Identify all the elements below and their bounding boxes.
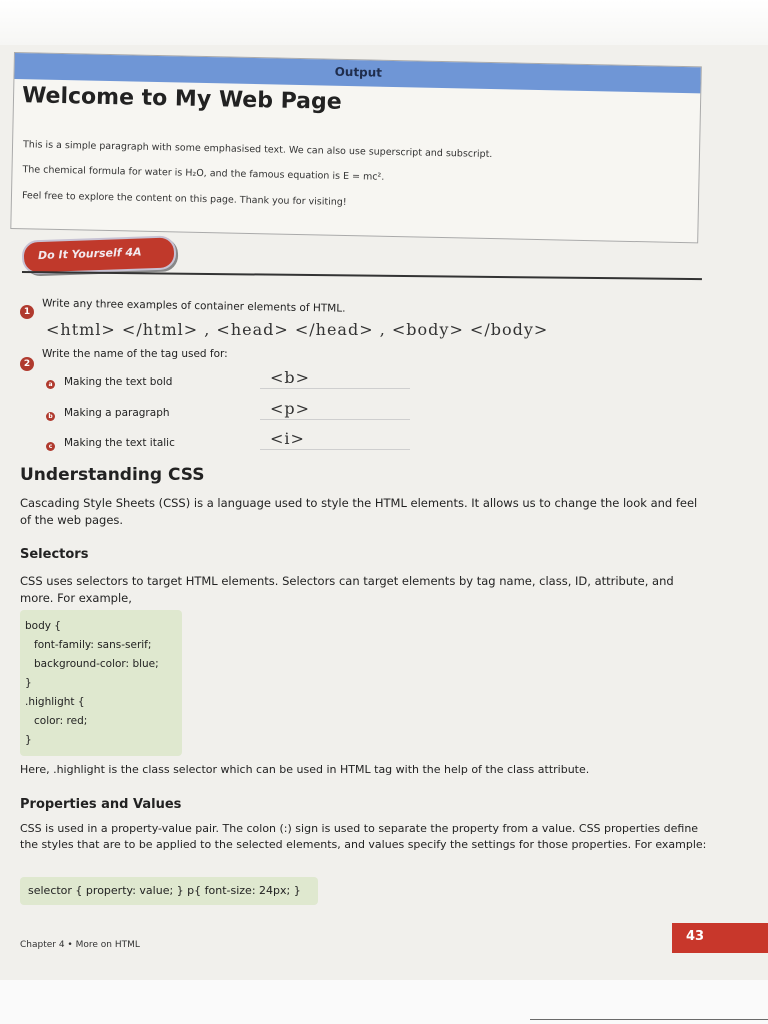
- answer-line-a: [260, 388, 410, 389]
- page-number: 43: [686, 929, 705, 944]
- highlight-note: Here, .highlight is the class selector which can be used in HTML tag with the help of the class attribute.: [20, 763, 590, 776]
- section-divider: [22, 271, 702, 280]
- photo-background-top: [0, 0, 768, 45]
- question-2-text: Write the name of the tag used for:: [42, 348, 228, 360]
- selectors-heading: Selectors: [20, 547, 89, 562]
- css-intro-paragraph: Cascading Style Sheets (CSS) is a language used to style the HTML elements. It allows us to change the look and feel of the web pages.: [20, 496, 698, 527]
- item-c-text: Making the text italic: [64, 437, 175, 449]
- code-line-6: color: red;: [34, 715, 88, 727]
- question-1-handwritten-answer: <html> </html> , <head> </head> , <body> </body>: [46, 320, 549, 339]
- code-line-1: body {: [25, 620, 61, 632]
- code-line-5: .highlight {: [25, 696, 85, 708]
- code-line-4: }: [25, 677, 32, 689]
- photo-background-bottom: [0, 980, 768, 1024]
- item-b-badge: b: [46, 412, 55, 421]
- item-c-answer: <i>: [270, 429, 305, 448]
- do-it-yourself-label: Do It Yourself 4A: [37, 245, 142, 263]
- output-preview-box: [10, 52, 702, 243]
- code-line-7: }: [25, 734, 32, 746]
- understanding-css-heading: Understanding CSS: [20, 465, 205, 485]
- photo-edge-line: [530, 1019, 768, 1020]
- output-label: Output: [334, 64, 383, 80]
- question-1-badge: 1: [20, 305, 34, 319]
- inline-code-text: selector { property: value; } p{ font-size: 24px; }: [28, 884, 301, 897]
- answer-line-b: [260, 419, 410, 420]
- output-paragraph-3: Feel free to explore the content on this page. Thank you for visiting!: [21, 190, 347, 208]
- item-b-text: Making a paragraph: [64, 407, 170, 419]
- item-a-badge: a: [46, 380, 55, 389]
- item-c-badge: c: [46, 442, 55, 451]
- question-1-text: Write any three examples of container elements of HTML.: [41, 297, 346, 315]
- code-example-box: [20, 610, 182, 756]
- properties-values-paragraph: CSS is used in a property-value pair. The colon (:) sign is used to separate the property from a value. CSS properties define the styles that are to be applied to the selected elements, and values specify the settings for those properties. For example:: [20, 822, 707, 851]
- item-b-answer: <p>: [270, 399, 311, 418]
- selectors-paragraph: CSS uses selectors to target HTML elements. Selectors can target elements by tag name, class, ID, attribute, and more. For example,: [20, 574, 674, 605]
- answer-line-c: [260, 449, 410, 450]
- chapter-footer: Chapter 4 • More on HTML: [20, 940, 140, 950]
- output-page-heading: Welcome to My Web Page: [21, 83, 342, 115]
- item-a-answer: <b>: [270, 368, 311, 387]
- do-it-yourself-badge: [21, 235, 176, 274]
- output-paragraph-1: This is a simple paragraph with some emphasised text. We can also use superscript and subscript.: [22, 139, 493, 161]
- page-number-tab: [672, 923, 768, 953]
- code-line-3: background-color: blue;: [34, 658, 159, 670]
- item-a-text: Making the text bold: [64, 376, 173, 388]
- inline-code-example: [20, 877, 318, 905]
- code-line-2: font-family: sans-serif;: [34, 639, 152, 651]
- book-page: [0, 45, 768, 980]
- output-paragraph-2: The chemical formula for water is H₂O, and the famous equation is E = mc².: [22, 164, 385, 183]
- question-2-badge: 2: [20, 357, 34, 371]
- properties-values-heading: Properties and Values: [20, 797, 182, 812]
